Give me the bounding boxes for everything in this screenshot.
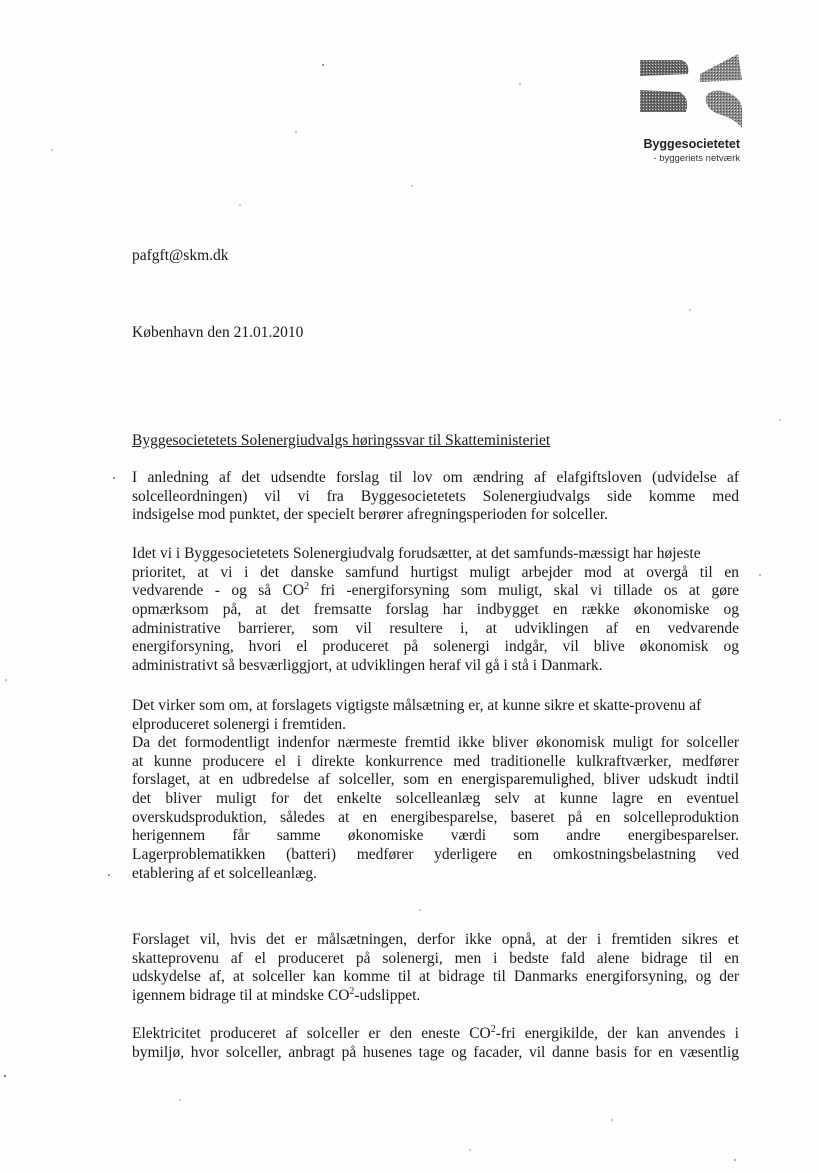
text-line: solcelleordningen) vil vi fra Byggesocietetets Solenergiudvalgs side komme med	[132, 487, 739, 505]
text-line co2-line	[132, 582, 739, 601]
text-line: forslaget, at en udbredelse af solceller, som en energisparemulighed, bliver udskudt indtil	[132, 771, 739, 789]
paragraph-3	[132, 697, 739, 734]
text-line: bymiljø, hvor solceller, anbragt på husenes tage og facader, vil danne basis for en væsentlig	[132, 1043, 739, 1061]
text-line: administrative barrierer, som vil resultere i, at udviklingen af en vedvarende	[132, 619, 739, 637]
text-line: Lagerproblematikken (batteri) medfører yderligere en omkostningsbelastning ved	[132, 846, 739, 864]
text-line: igennem bidrage til at mindske $CO^2$-udslippet.	[132, 986, 421, 1005]
text-line: energiforsyning, hvori el produceret på solenergi indgår, vil blive økonomisk og	[132, 638, 739, 656]
paragraph-2	[132, 545, 739, 676]
text-line: det bliver muligt for det enkelte solcelleanlæg selv at kunne lagre en eventuel	[132, 790, 739, 808]
text-line: at kunne producere el i direkte konkurrence med traditionelle kulkraftværker, medfører	[132, 752, 739, 770]
text-line: administrativt så besværliggjort, at udviklingen heraf vil gå i stå i Danmark.	[132, 657, 603, 675]
text-line: opmærksom på, at det fremsatte forslag har indbygget en række økonomiske og	[132, 601, 739, 619]
text-line: Idet vi i Byggesocietetets Solenergiudvalg forudsætter, at det samfunds-mæssigt har højeste	[132, 545, 701, 562]
text-line: prioritet, at vi i det danske samfund hurtigst muligt arbejder mod at overgå til en	[132, 563, 739, 581]
text-line: skatteprovenu af el produceret på solenergi, men i bedste fald alene bidrage til en	[132, 949, 739, 967]
text-line: Det virker som om, at forslagets vigtigste målsætning er, at kunne sikre et skatte-provenu af	[132, 697, 702, 714]
paragraph-5	[132, 931, 739, 1006]
place-date: København den 21.01.2010	[132, 324, 304, 341]
text-line: Forslaget vil, hvis det er målsætningen, derfor ikke opnå, at der i fremtiden sikres et	[132, 931, 739, 948]
logo-mark-icon	[634, 52, 746, 130]
logo-name: Byggesocietetet	[643, 137, 740, 151]
recipient-email: pafgft@skm.dk	[132, 247, 229, 264]
co2-line-text: vedvarende - og så $CO^2$ fri -energiforsyning som muligt, skal vi tillade os at gøre	[132, 581, 739, 600]
paragraph-4	[132, 734, 739, 884]
subject-line: Byggesocietetets Solenergiudvalgs høringssvar til Skatteministeriet	[132, 432, 551, 449]
paragraph-6	[132, 1025, 739, 1062]
paragraph-1	[132, 469, 739, 525]
text-line: overskudsproduktion, således at en energibesparelse, baseret på en solcelleproduktion	[132, 808, 739, 826]
text-line: Elektricitet produceret af solceller er den eneste $CO^2$-fri energikilde, der kan anvendes i	[132, 1024, 739, 1042]
text-line: herigennem får samme økonomiske værdi som andre energibesparelser.	[132, 827, 739, 845]
text-line: elproduceret solenergi i fremtiden.	[132, 715, 347, 733]
text-line: I anledning af det udsendte forslag til lov om ændring af elafgiftsloven (udvidelse af	[132, 469, 739, 486]
text-line: etablering af et solcelleanlæg.	[132, 864, 318, 882]
text-line: udskydelse af, at solceller kan komme til at bidrage til Danmarks energiforsyning, og der	[132, 968, 739, 986]
logo-tagline: - byggeriets netværk	[653, 153, 740, 164]
text-line: Da det formodentligt indenfor nærmeste fremtid ikke bliver økonomisk muligt for solceller	[132, 734, 739, 751]
text-line: indsigelse mod punktet, der specielt berører afregningsperioden for solceller.	[132, 506, 609, 524]
